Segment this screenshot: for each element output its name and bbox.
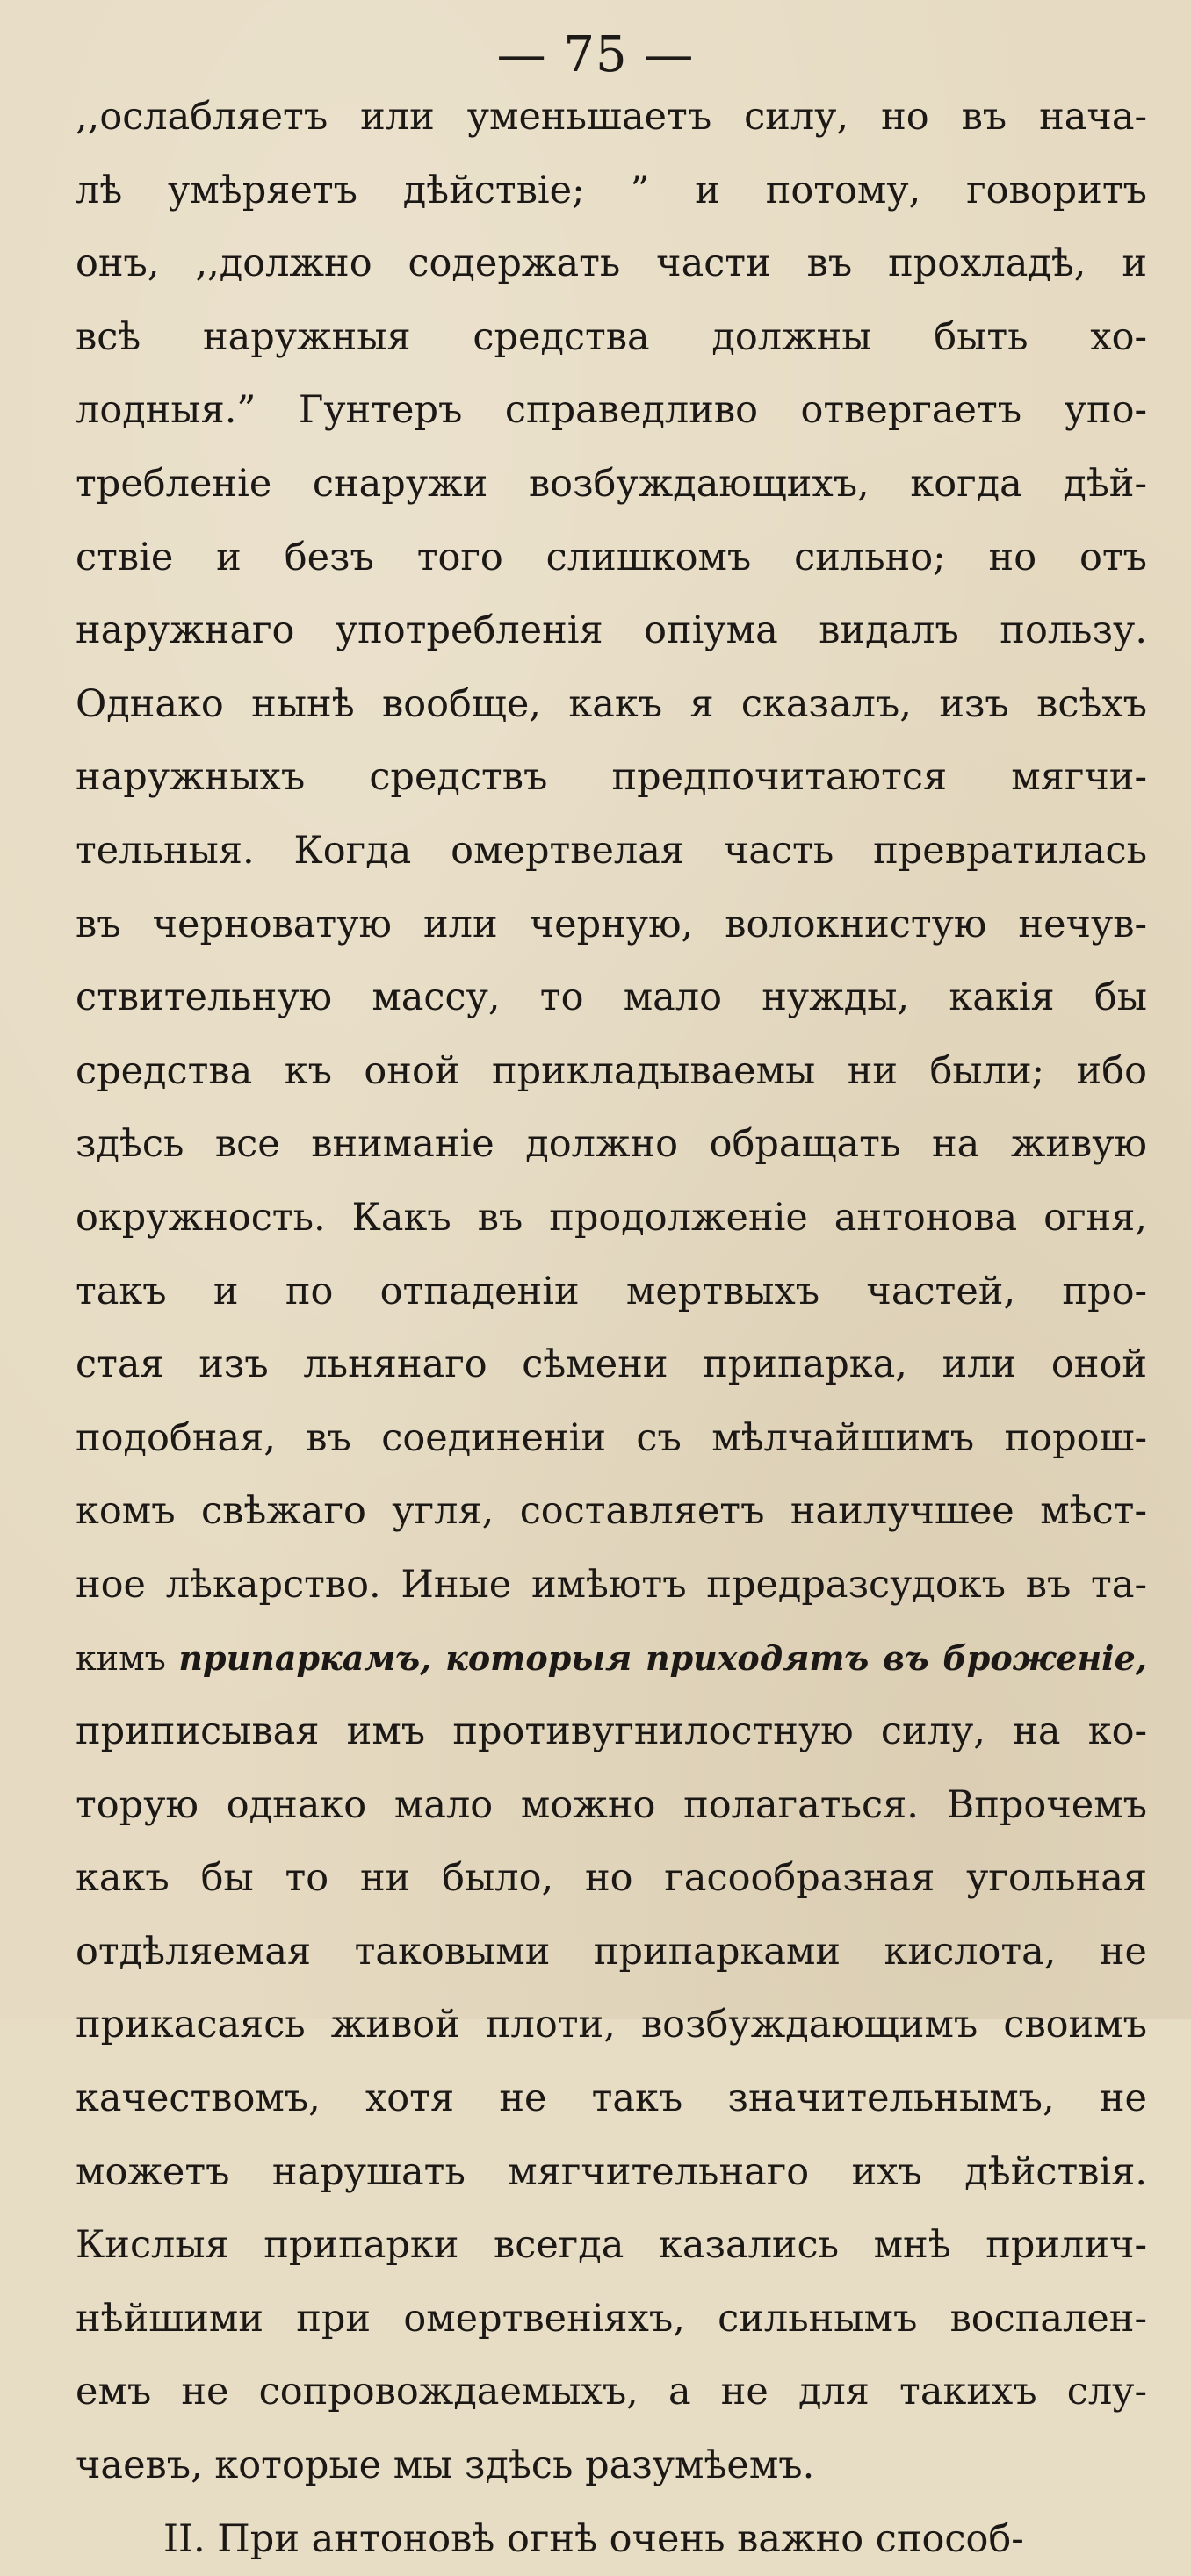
line-start: кимъ: [76, 1639, 179, 1679]
text-line: нѣйшими при омертвеніяхъ, сильнымъ воспален-: [76, 2296, 1147, 2341]
text-line: всѣ наружныя средства должны быть хо-: [76, 314, 1147, 359]
text-line-italic-phrase: [76, 1622, 1147, 1695]
body-text: [76, 81, 1147, 2576]
text-line: тельныя. Когда омертвелая часть превратилась: [76, 828, 1147, 873]
text-line: здѣсь все вниманіе должно обращать на живую: [76, 1122, 1147, 1167]
text-line: наружнаго употребленія опіума видалъ пользу.: [76, 608, 1147, 653]
text-line: лодныя.” Гунтеръ справедливо отвергаетъ упо-: [76, 388, 1147, 433]
text-line: стая изъ льнянаго сѣмени припарка, или оной: [76, 1342, 1147, 1387]
text-line: емъ не сопровождаемыхъ, а не для такихъ слу-: [76, 2370, 1147, 2414]
text-line: окружность. Какъ въ продолженіе антонова огня,: [76, 1195, 1147, 1240]
text-line: ное лѣкарство. Иные имѣютъ предразсудокъ въ та-: [76, 1562, 1147, 1607]
text-line: наружныхъ средствъ предпочитаются мягчи-: [76, 755, 1147, 800]
text-line: такъ и по отпаденіи мертвыхъ частей, про-: [76, 1269, 1147, 1313]
text-line: какъ бы то ни было, но гасообразная угольная: [76, 1856, 1147, 1901]
text-line: онъ, ,,должно содержать части въ прохладѣ, и: [76, 241, 1147, 286]
text-line: Однако нынѣ вообще, какъ я сказалъ, изъ всѣхъ: [76, 681, 1147, 726]
text-line: подобная, въ соединеніи съ мѣлчайшимъ порош-: [76, 1415, 1147, 1460]
text-line: ствіе и безъ того слишкомъ сильно; но отъ: [76, 535, 1147, 579]
text-line: средства къ оной прикладываемы ни были; ибо: [76, 1048, 1147, 1093]
text-line: прикасаясь живой плоти, возбуждающимъ своимъ: [76, 2003, 1147, 2047]
text-line: приписывая имъ противугнилостную силу, на ко-: [76, 1709, 1147, 1754]
text-line: ствительную массу, то мало нужды, какія бы: [76, 975, 1147, 1020]
text-line: ,,ослабляетъ или уменьшаетъ силу, но въ нача-: [76, 95, 1147, 139]
text-line: требленіе снаружи возбуждающихъ, когда дѣй-: [76, 461, 1147, 506]
paragraph-heading-II: II. При антоновѣ огнѣ очень важно способ-: [163, 2516, 1024, 2561]
text-line: Кислыя припарки всегда казались мнѣ прилич-: [76, 2223, 1147, 2268]
text-line: чаевъ, которые мы здѣсь разумѣемъ.: [76, 2443, 815, 2487]
text-line: лѣ умѣряетъ дѣйствіе; ” и потому, говоритъ: [76, 168, 1147, 212]
text-line: комъ свѣжаго угля, составляетъ наилучшее мѣст-: [76, 1489, 1147, 1534]
page-number: — 75 —: [496, 26, 695, 83]
text-line: можетъ нарушать мягчительнаго ихъ дѣйствія.: [76, 2149, 1147, 2194]
text-line: качествомъ, хотя не такъ значительнымъ, не: [76, 2076, 1147, 2121]
italic-phrase: припаркамъ, которыя приходятъ въ броженіе,: [178, 1638, 1147, 1679]
text-line: отдѣляемая таковыми припарками кислота, не: [76, 1929, 1147, 1974]
text-line: торую однако мало можно полагаться. Впрочемъ: [76, 1782, 1147, 1827]
text-line: въ черноватую или черную, волокнистую нечув-: [76, 902, 1147, 946]
